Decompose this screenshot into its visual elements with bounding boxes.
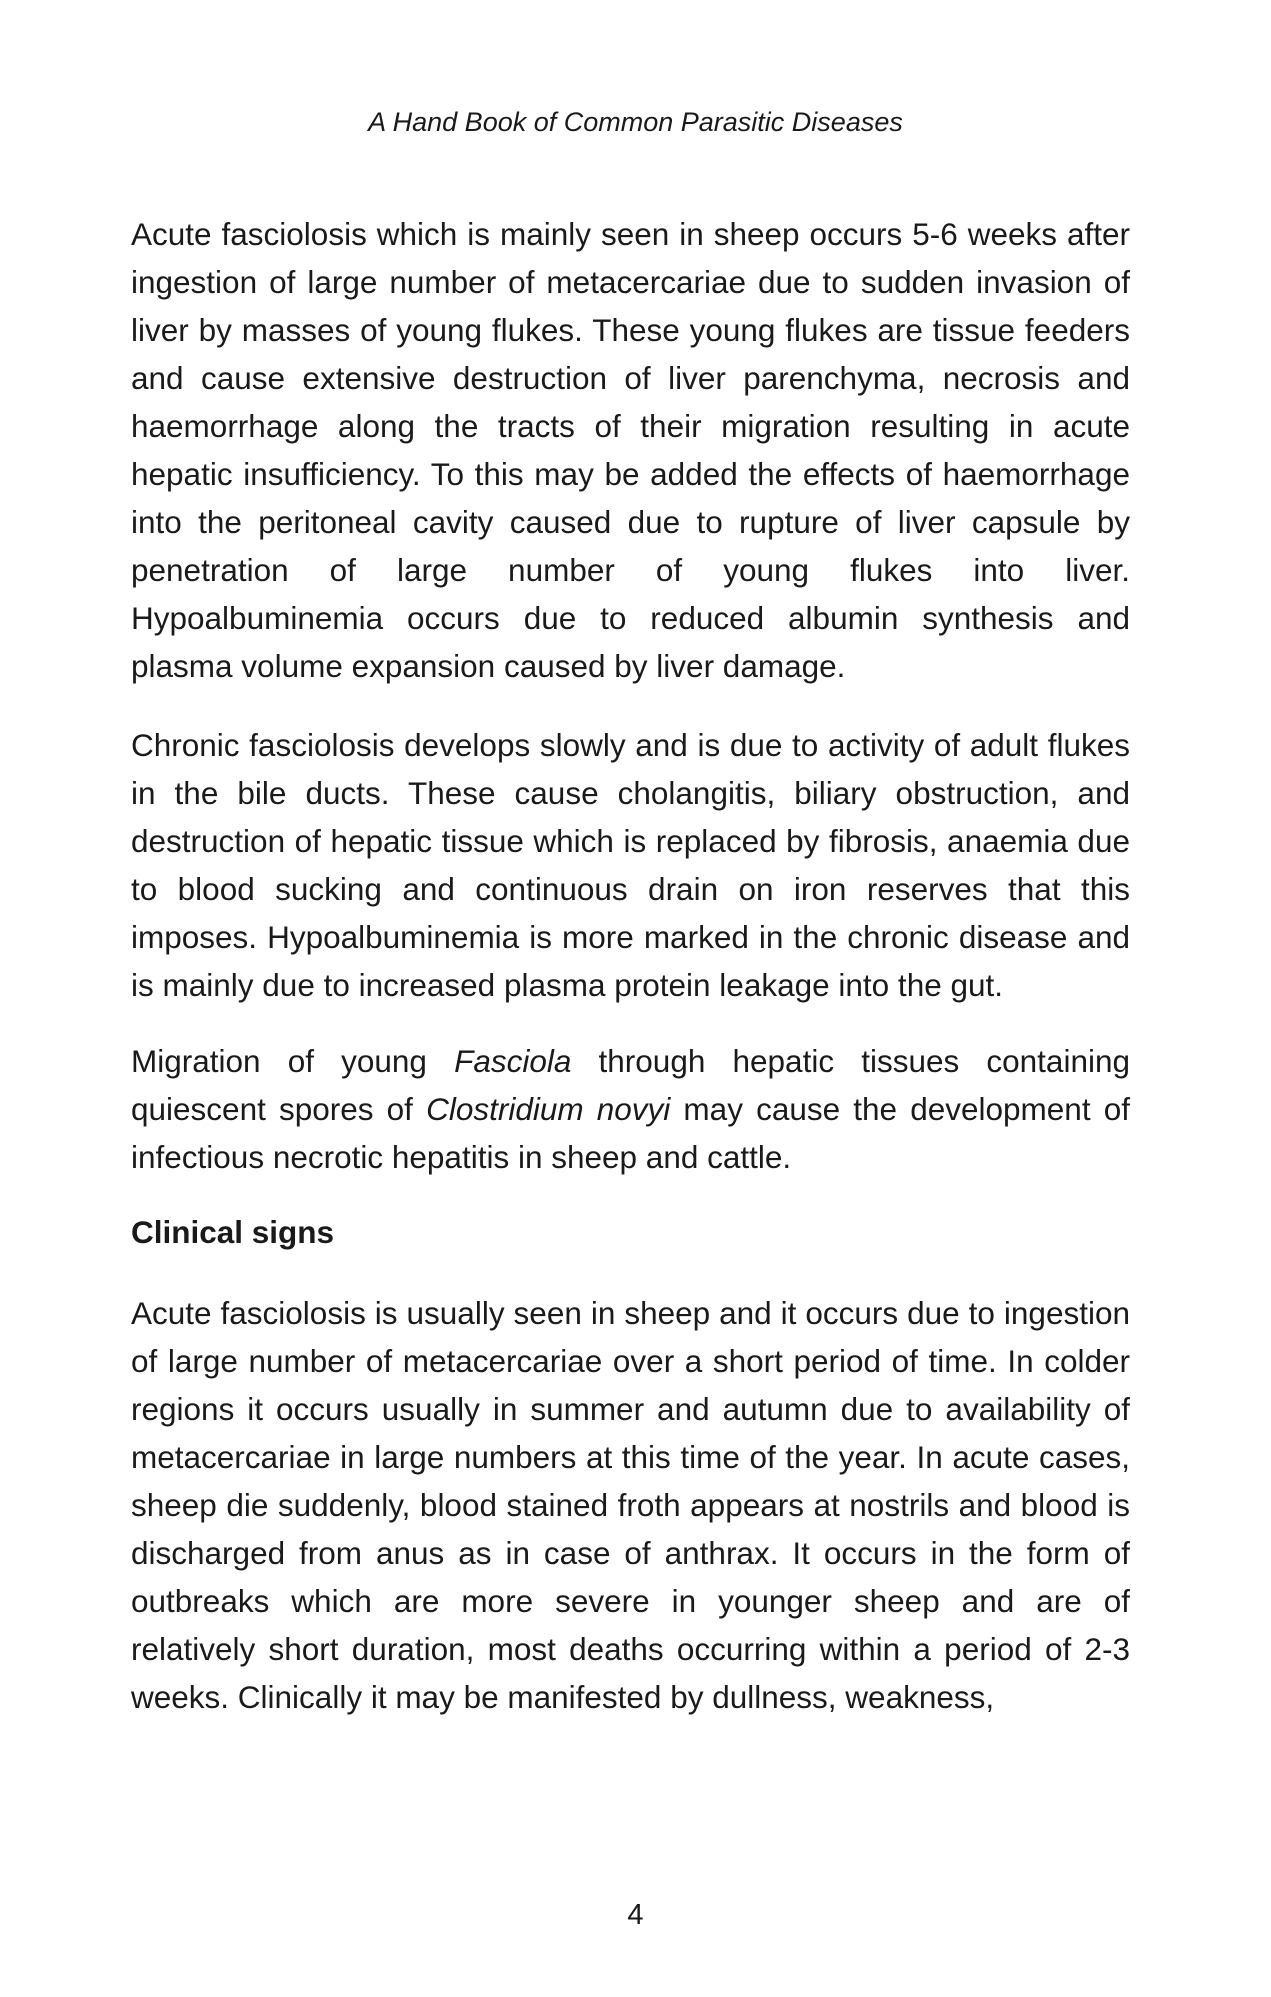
paragraph-migration xyxy=(131,1037,1130,1181)
migration-text-1: Migration of young xyxy=(131,1043,455,1079)
running-header: A Hand Book of Common Parasitic Diseases xyxy=(368,107,903,137)
paragraph-acute-fasciolosis: Acute fasciolosis which is mainly seen in sheep occurs 5-6 weeks after ingestion of large number of metacercariae due to sudden invasion of liver by masses of young flukes. These young flukes are tissue feeders and cause extensive destruction of liver parenchyma, necrosis and haemorrhage along the tracts of their migration resulting in acute hepatic insufficiency. To this may be added the effects of haemorrhage into the peritoneal cavity caused due to rupture of liver capsule by penetration of large number of young flukes into liver. Hypoalbuminemia occurs due to reduced albumin synthesis and plasma volume expansion caused by liver damage. xyxy=(131,216,1130,684)
migration-text-3: may cause the development of infectious necrotic hepatitis in sheep and cattle. xyxy=(131,1091,1130,1175)
species-name: Clostridium novyi xyxy=(426,1091,671,1127)
page-number: 4 xyxy=(627,1899,644,1931)
section-heading-clinical-signs: Clinical signs xyxy=(131,1214,335,1250)
page-body xyxy=(131,210,1130,1721)
migration-text-2: through hepatic tissues containing quiescent spores of xyxy=(131,1043,1130,1127)
paragraph-clinical-signs: Acute fasciolosis is usually seen in sheep and it occurs due to ingestion of large number of metacercariae over a short period of time. In colder regions it occurs usually in summer and autumn due to availability of metacercariae in large numbers at this time of the year. In acute cases, sheep die suddenly, blood stained froth appears at nostrils and blood is discharged from anus as in case of anthrax. It occurs in the form of outbreaks which are more severe in younger sheep and are of relatively short duration, most deaths occurring within a period of 2-3 weeks. Clinically it may be manifested by dullness, weakness, xyxy=(131,1295,1130,1715)
paragraph-chronic-fasciolosis: Chronic fasciolosis develops slowly and is due to activity of adult flukes in the bile ducts. These cause cholangitis, biliary obstruction, and destruction of hepatic tissue which is replaced by fibrosis, anaemia due to blood sucking and continuous drain on iron reserves that this imposes. Hypoalbuminemia is more marked in the chronic disease and is mainly due to increased plasma protein leakage into the gut. xyxy=(131,727,1130,1003)
genus-name: Fasciola xyxy=(454,1043,572,1079)
